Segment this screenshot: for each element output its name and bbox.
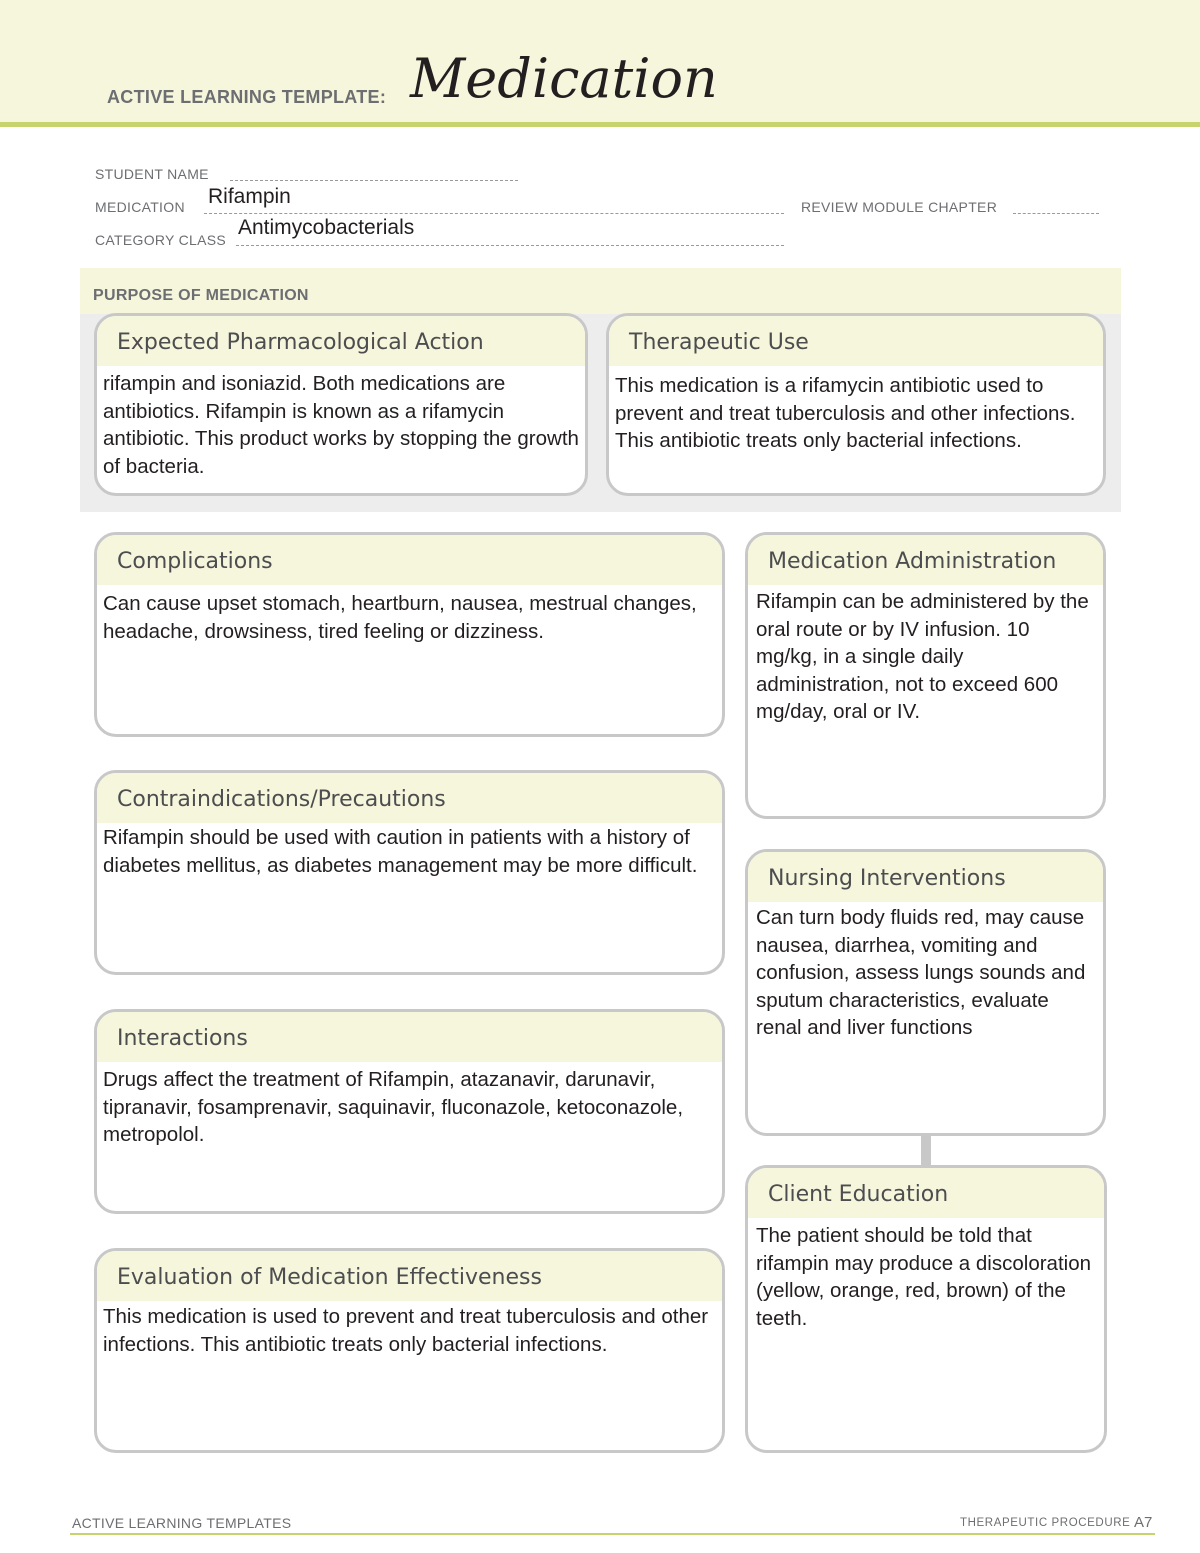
complications-text[interactable]: Can cause upset stomach, heartburn, nausea, mestrual changes, headache, drowsiness, tired feeling or dizziness. <box>103 592 697 643</box>
expected-action-box[interactable] <box>94 313 588 496</box>
nursing-interventions-text[interactable]: Can turn body fluids red, may cause nausea, diarrhea, vomiting and confusion, assess lungs sounds and sputum characteristics, evaluate renal and liver functions <box>756 906 1086 1039</box>
evaluation-title: Evaluation of Medication Effectiveness <box>97 1251 722 1301</box>
footer-left: ACTIVE LEARNING TEMPLATES <box>72 1515 292 1531</box>
footer-right: THERAPEUTIC PROCEDURE <box>960 1517 1131 1529</box>
client-education-title: Client Education <box>748 1168 1104 1218</box>
review-module-line <box>1013 213 1099 214</box>
interactions-title: Interactions <box>97 1012 722 1062</box>
contraindications-title: Contraindications/Precautions <box>97 773 722 823</box>
contraindications-text[interactable]: Rifampin should be used with caution in patients with a history of diabetes mellitus, as diabetes management may be more difficult. <box>103 826 698 877</box>
nursing-interventions-title: Nursing Interventions <box>748 852 1103 902</box>
medication-administration-box[interactable] <box>745 532 1106 819</box>
therapeutic-use-title: Therapeutic Use <box>609 316 1103 366</box>
interactions-box[interactable] <box>94 1009 725 1214</box>
medication-value[interactable]: Rifampin <box>208 185 291 208</box>
template-label: ACTIVE LEARNING TEMPLATE: <box>107 87 387 107</box>
evaluation-box[interactable] <box>94 1248 725 1453</box>
medication-line <box>204 213 784 214</box>
category-class-value[interactable]: Antimycobacterials <box>238 216 415 239</box>
footer-page-number: A7 <box>1134 1514 1153 1531</box>
category-class-line <box>236 245 784 246</box>
expected-action-text[interactable]: rifampin and isoniazid. Both medications are antibiotics. Rifampin is known as a rifamycin antibiotic. This product works by stopping the growth of bacteria. <box>103 372 579 478</box>
student-name-line <box>230 180 518 181</box>
box-connector <box>921 1135 931 1165</box>
evaluation-text[interactable]: This medication is used to prevent and treat tuberculosis and other infections. This antibiotic treats only bacterial infections. <box>103 1305 709 1356</box>
page-title: Medication <box>410 47 718 110</box>
expected-action-title: Expected Pharmacological Action <box>97 316 585 366</box>
review-module-label: REVIEW MODULE CHAPTER <box>801 199 998 215</box>
category-class-label: CATEGORY CLASS <box>95 232 227 248</box>
complications-box[interactable] <box>94 532 725 737</box>
nursing-interventions-box[interactable] <box>745 849 1106 1136</box>
medication-administration-text[interactable]: Rifampin can be administered by the oral route or by IV infusion. 10 mg/kg, in a single daily administration, not to exceed 600 mg/day, oral or IV. <box>756 590 1089 723</box>
medication-label: MEDICATION <box>95 199 185 215</box>
therapeutic-use-text[interactable]: This medication is a rifamycin antibiotic used to prevent and treat tuberculosis and other infections. This antibiotic treats only bacterial infections. <box>615 374 1076 452</box>
footer-rule <box>70 1533 1155 1535</box>
purpose-heading: PURPOSE OF MEDICATION <box>93 287 309 304</box>
medication-administration-title: Medication Administration <box>748 535 1103 585</box>
interactions-text[interactable]: Drugs affect the treatment of Rifampin, atazanavir, darunavir, tipranavir, fosamprenavir, saquinavir, fluconazole, ketoconazole, metropolol. <box>103 1068 684 1146</box>
student-name-label: STUDENT NAME <box>95 166 209 182</box>
therapeutic-use-box[interactable] <box>606 313 1106 496</box>
header-rule <box>0 122 1200 127</box>
client-education-box[interactable] <box>745 1165 1107 1453</box>
complications-title: Complications <box>97 535 722 585</box>
client-education-text[interactable]: The patient should be told that rifampin may produce a discoloration (yellow, orange, red, brown) of the teeth. <box>756 1224 1091 1330</box>
contraindications-box[interactable] <box>94 770 725 975</box>
